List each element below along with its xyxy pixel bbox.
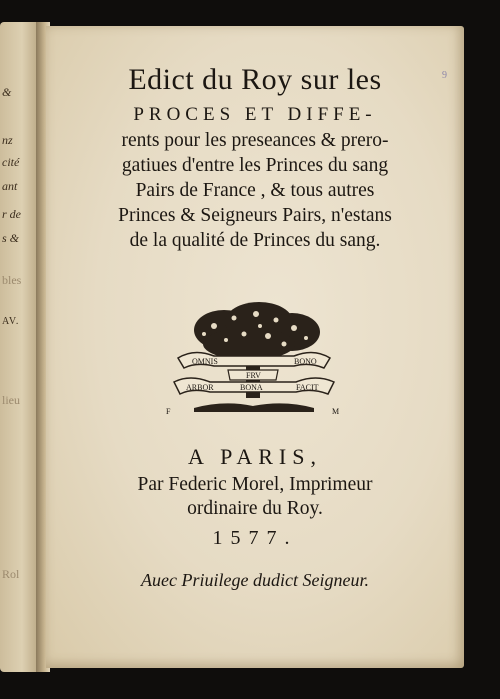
title-line-6: Princes & Seigneurs Pairs, n'estans <box>118 205 392 226</box>
folio-mark: 9 <box>442 70 447 81</box>
fragment: lieu <box>2 393 20 407</box>
banner-text: FRV <box>246 371 261 380</box>
device-initial: F <box>166 407 171 416</box>
printers-device-woodcut <box>164 300 342 418</box>
title-block <box>46 62 464 253</box>
title-line-2: PROCES ET DIFFE- <box>133 104 377 125</box>
banner-text: BONO <box>294 357 317 366</box>
fragment: Rol <box>2 567 20 581</box>
device-initial: M <box>332 407 340 416</box>
title-line-5: Pairs de France , & tous autres <box>135 180 375 201</box>
fragment: r de <box>2 207 21 221</box>
banner-text: FACIT <box>296 383 319 392</box>
imprint-printer-line-2: ordinaire du Roy. <box>187 498 323 519</box>
fragment: cité <box>2 155 20 169</box>
title-line-3: rents pour les preseances & prero- <box>121 130 389 151</box>
fragment: & <box>2 85 12 99</box>
fragment: bles <box>2 273 22 287</box>
title-line-1: Edict du Roy sur les <box>128 63 382 96</box>
title-line-7: de la qualité de Princes du sang. <box>129 230 381 251</box>
previous-page-edge <box>0 22 40 672</box>
privilege-statement: Auec Priuilege dudict Seigneur. <box>141 570 369 590</box>
imprint-year: 1577. <box>212 527 298 549</box>
imprint-city: A PARIS, <box>187 444 322 469</box>
banner-text: OMNIS <box>192 357 218 366</box>
fragment: s & <box>2 231 20 245</box>
imprint-block <box>46 441 464 553</box>
title-page <box>46 26 464 668</box>
fragment: ant <box>2 179 18 193</box>
imprint-printer-line-1: Par Federic Morel, Imprimeur <box>137 474 373 495</box>
fragment: nz <box>2 133 13 147</box>
fragment: AV. <box>2 316 20 327</box>
banner-text: ARBOR <box>186 383 214 392</box>
title-line-4: gatiues d'entre les Princes du sang <box>121 155 389 176</box>
banner-text: BONA <box>240 383 263 392</box>
